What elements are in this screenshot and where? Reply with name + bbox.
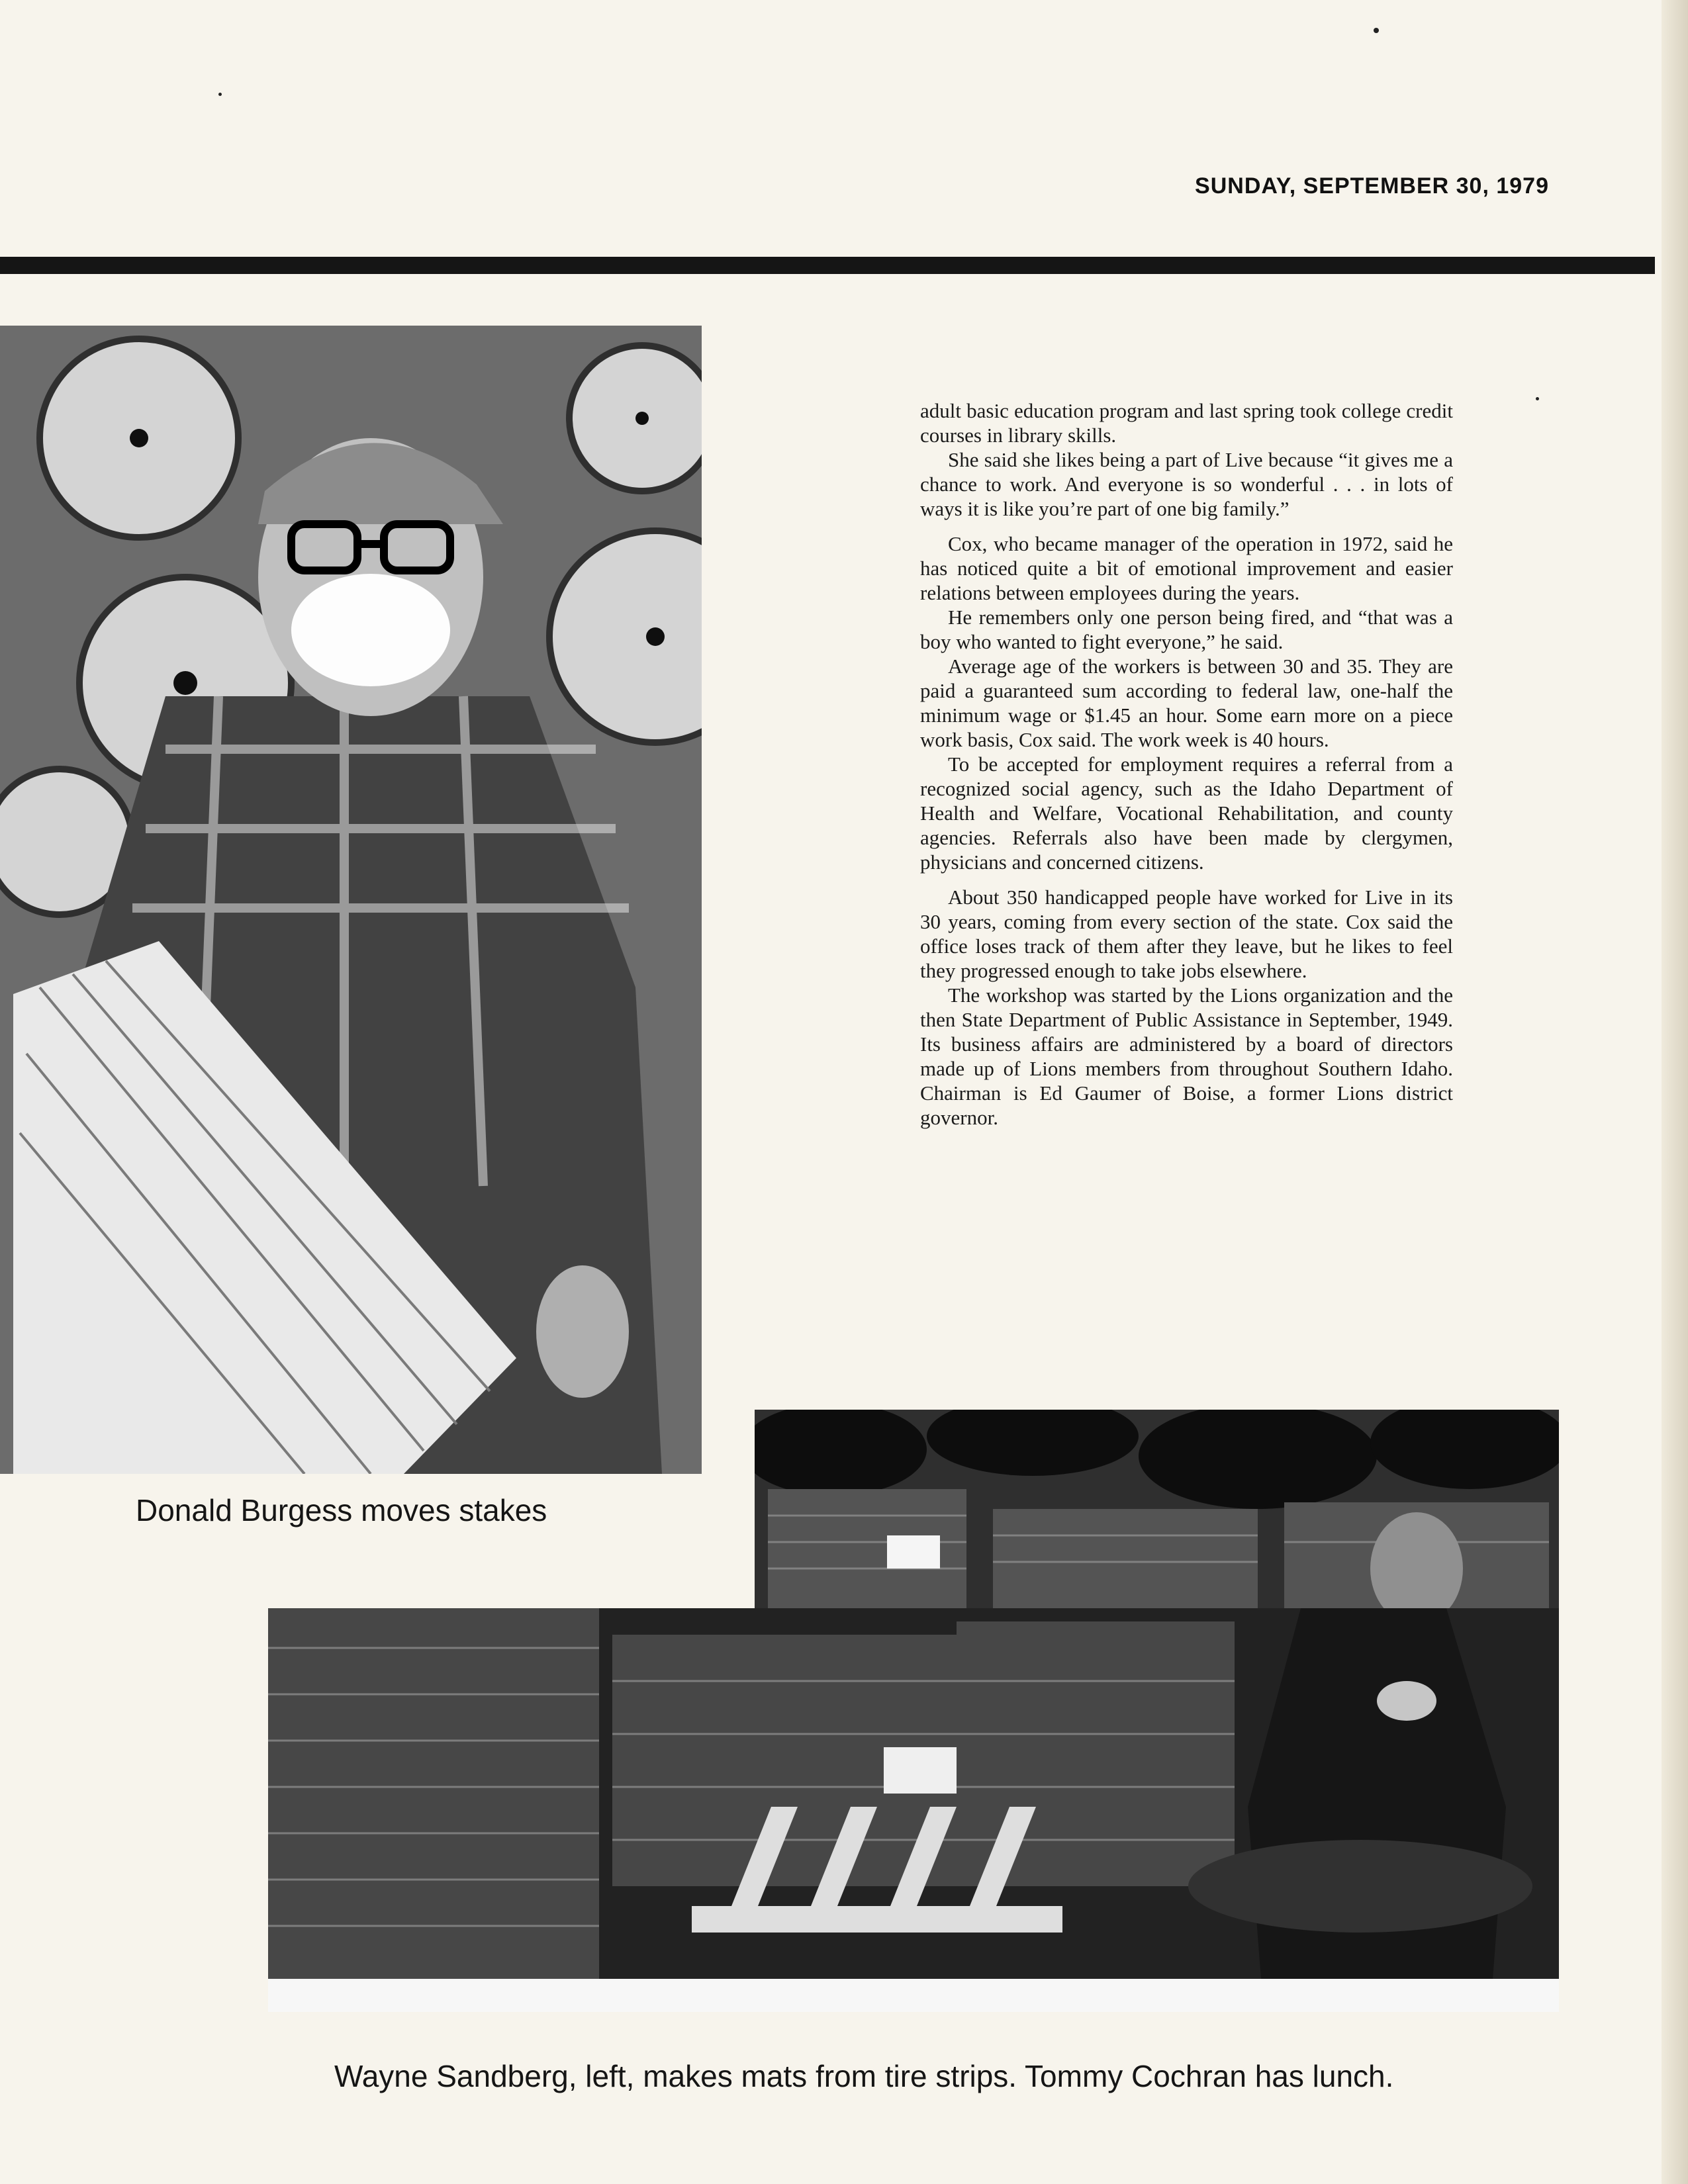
- photo-caption: Wayne Sandberg, left, makes mats from tire strips. Tommy Cochran has lunch.: [334, 2059, 1394, 2093]
- dateline: SUNDAY, SEPTEMBER 30, 1979: [1195, 173, 1549, 199]
- print-speck: [218, 93, 222, 96]
- article-paragraph: He remembers only one person being fired, and “that was a boy who wanted to fight everyone,” he said.: [920, 606, 1453, 653]
- photo-workshop-lower: [268, 1608, 1559, 2012]
- page-edge: [1662, 0, 1688, 2184]
- photo-caption: Donald Burgess moves stakes: [136, 1493, 547, 1527]
- article-paragraph: About 350 handicapped people have worked for Live in its 30 years, coming from every section of the state. Cox said the office loses track of them after they leave, but he likes to feel they progressed enough to take jobs elsewhere.: [920, 886, 1453, 982]
- header-rule: [0, 257, 1655, 274]
- photo-donald-burgess: [0, 326, 702, 1474]
- article-paragraph: The workshop was started by the Lions organization and the then State Department of Public Assistance in September, 1949. Its business affairs are administered by a board of directors made up of Lions members from throughout Southern Idaho. Chairman is Ed Gaumer of Boise, a former Lions district governor.: [920, 983, 1453, 1129]
- photo-workshop-upper: [755, 1410, 1559, 1608]
- print-speck: [1536, 397, 1539, 400]
- article-paragraph: Average age of the workers is between 30 and 35. They are paid a guaranteed sum according to federal law, one-half the minimum wage or $1.45 an hour. Some earn more on a piece work basis, Cox said. The work week is 40 hours.: [920, 655, 1453, 751]
- article-paragraph: Cox, who became manager of the operation in 1972, said he has noticed quite a bit of emotional improvement and easier relations between employees during the years.: [920, 532, 1453, 604]
- article-paragraph: To be accepted for employment requires a referral from a recognized social agency, such as the Idaho Department of Health and Welfare, Vocational Rehabilitation, and county agencies. Referrals also have been made by clergymen, physicians and concerned citizens.: [920, 752, 1453, 874]
- print-speck: [1374, 28, 1379, 33]
- article-paragraph: adult basic education program and last spring took college credit courses in library skills.: [920, 399, 1453, 447]
- article-paragraph: She said she likes being a part of Live because “it gives me a chance to work. And everyone is so wonderful . . . in lots of ways it is like you’re part of one big family.”: [920, 448, 1453, 520]
- article-body: [920, 398, 1453, 1130]
